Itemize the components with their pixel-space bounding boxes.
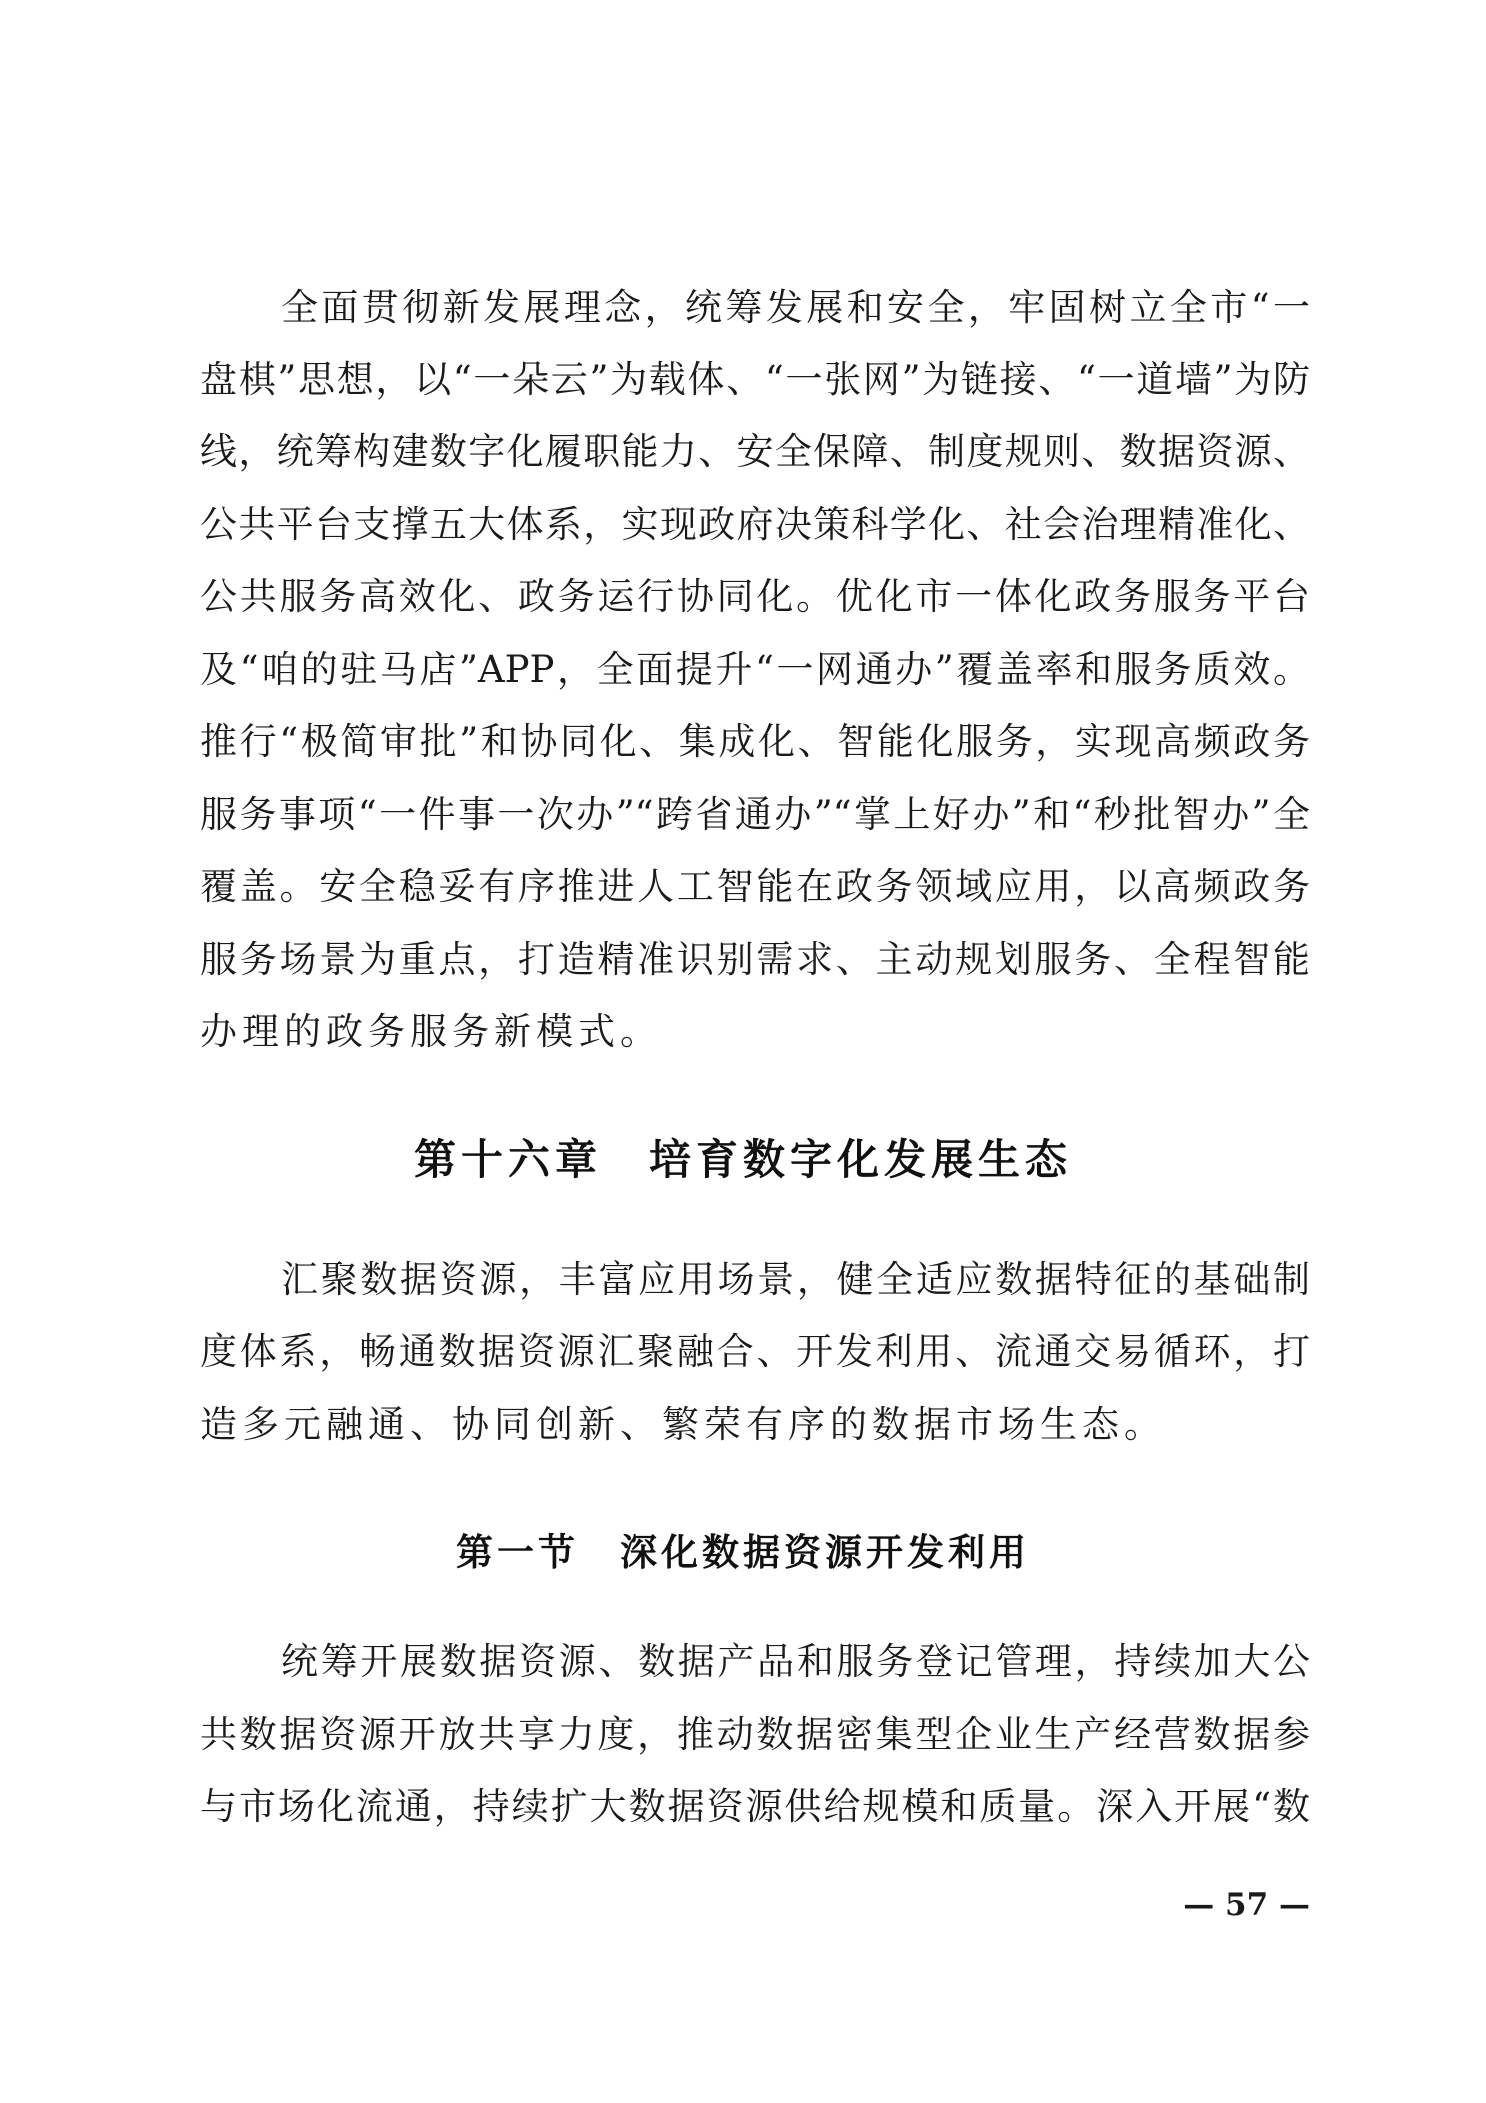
paragraph-line: 办理的政务服务新模式。: [200, 1010, 662, 1053]
paragraph-line: 盘棋”思想，以“一朵云”为载体、“一张网”为链接、“一道墙”为防: [200, 358, 1310, 401]
page-number: — 57 —: [1183, 1887, 1310, 1923]
paragraph-line: 与市场化流通，持续扩大数据资源供给规模和质量。深入开展“数: [200, 1785, 1310, 1828]
paragraph-line: 推行“极简审批”和协同化、集成化、智能化服务，实现高频政务: [200, 720, 1310, 763]
paragraph-line: 全面贯彻新发展理念，统筹发展和安全，牢固树立全市“一: [281, 286, 1310, 329]
paragraph-line: 覆盖。安全稳妥有序推进人工智能在政务领域应用，以高频政务: [200, 865, 1310, 908]
paragraph-line: 共数据资源开放共享力度，推动数据密集型企业生产经营数据参: [200, 1713, 1310, 1756]
paragraph-line: 公共平台支撑五大体系，实现政府决策科学化、社会治理精准化、: [200, 503, 1310, 546]
paragraph-line: 线，统筹构建数字化履职能力、安全保障、制度规则、数据资源、: [200, 430, 1310, 473]
paragraph-line: 度体系，畅通数据资源汇聚融合、开发利用、流通交易循环，打: [200, 1330, 1310, 1373]
paragraph-line: 造多元融通、协同创新、繁荣有序的数据市场生态。: [200, 1403, 1166, 1446]
paragraph-line: 服务事项“一件事一次办”“跨省通办”“掌上好办”和“秒批智办”全: [200, 793, 1310, 836]
paragraph-line: 及“咱的驻马店”APP，全面提升“一网通办”覆盖率和服务质效。: [200, 648, 1310, 691]
paragraph-line: 服务场景为重点，打造精准识别需求、主动规划服务、全程智能: [200, 938, 1310, 981]
section-heading: 第一节 深化数据资源开发利用: [456, 1530, 1030, 1574]
paragraph-line: 公共服务高效化、政务运行协同化。优化市一体化政务服务平台: [200, 575, 1310, 618]
chapter-heading: 第十六章 培育数字化发展生态: [413, 1135, 1072, 1184]
paragraph-line: 汇聚数据资源，丰富应用场景，健全适应数据特征的基础制: [281, 1258, 1310, 1301]
paragraph-line: 统筹开展数据资源、数据产品和服务登记管理，持续加大公: [281, 1640, 1310, 1683]
